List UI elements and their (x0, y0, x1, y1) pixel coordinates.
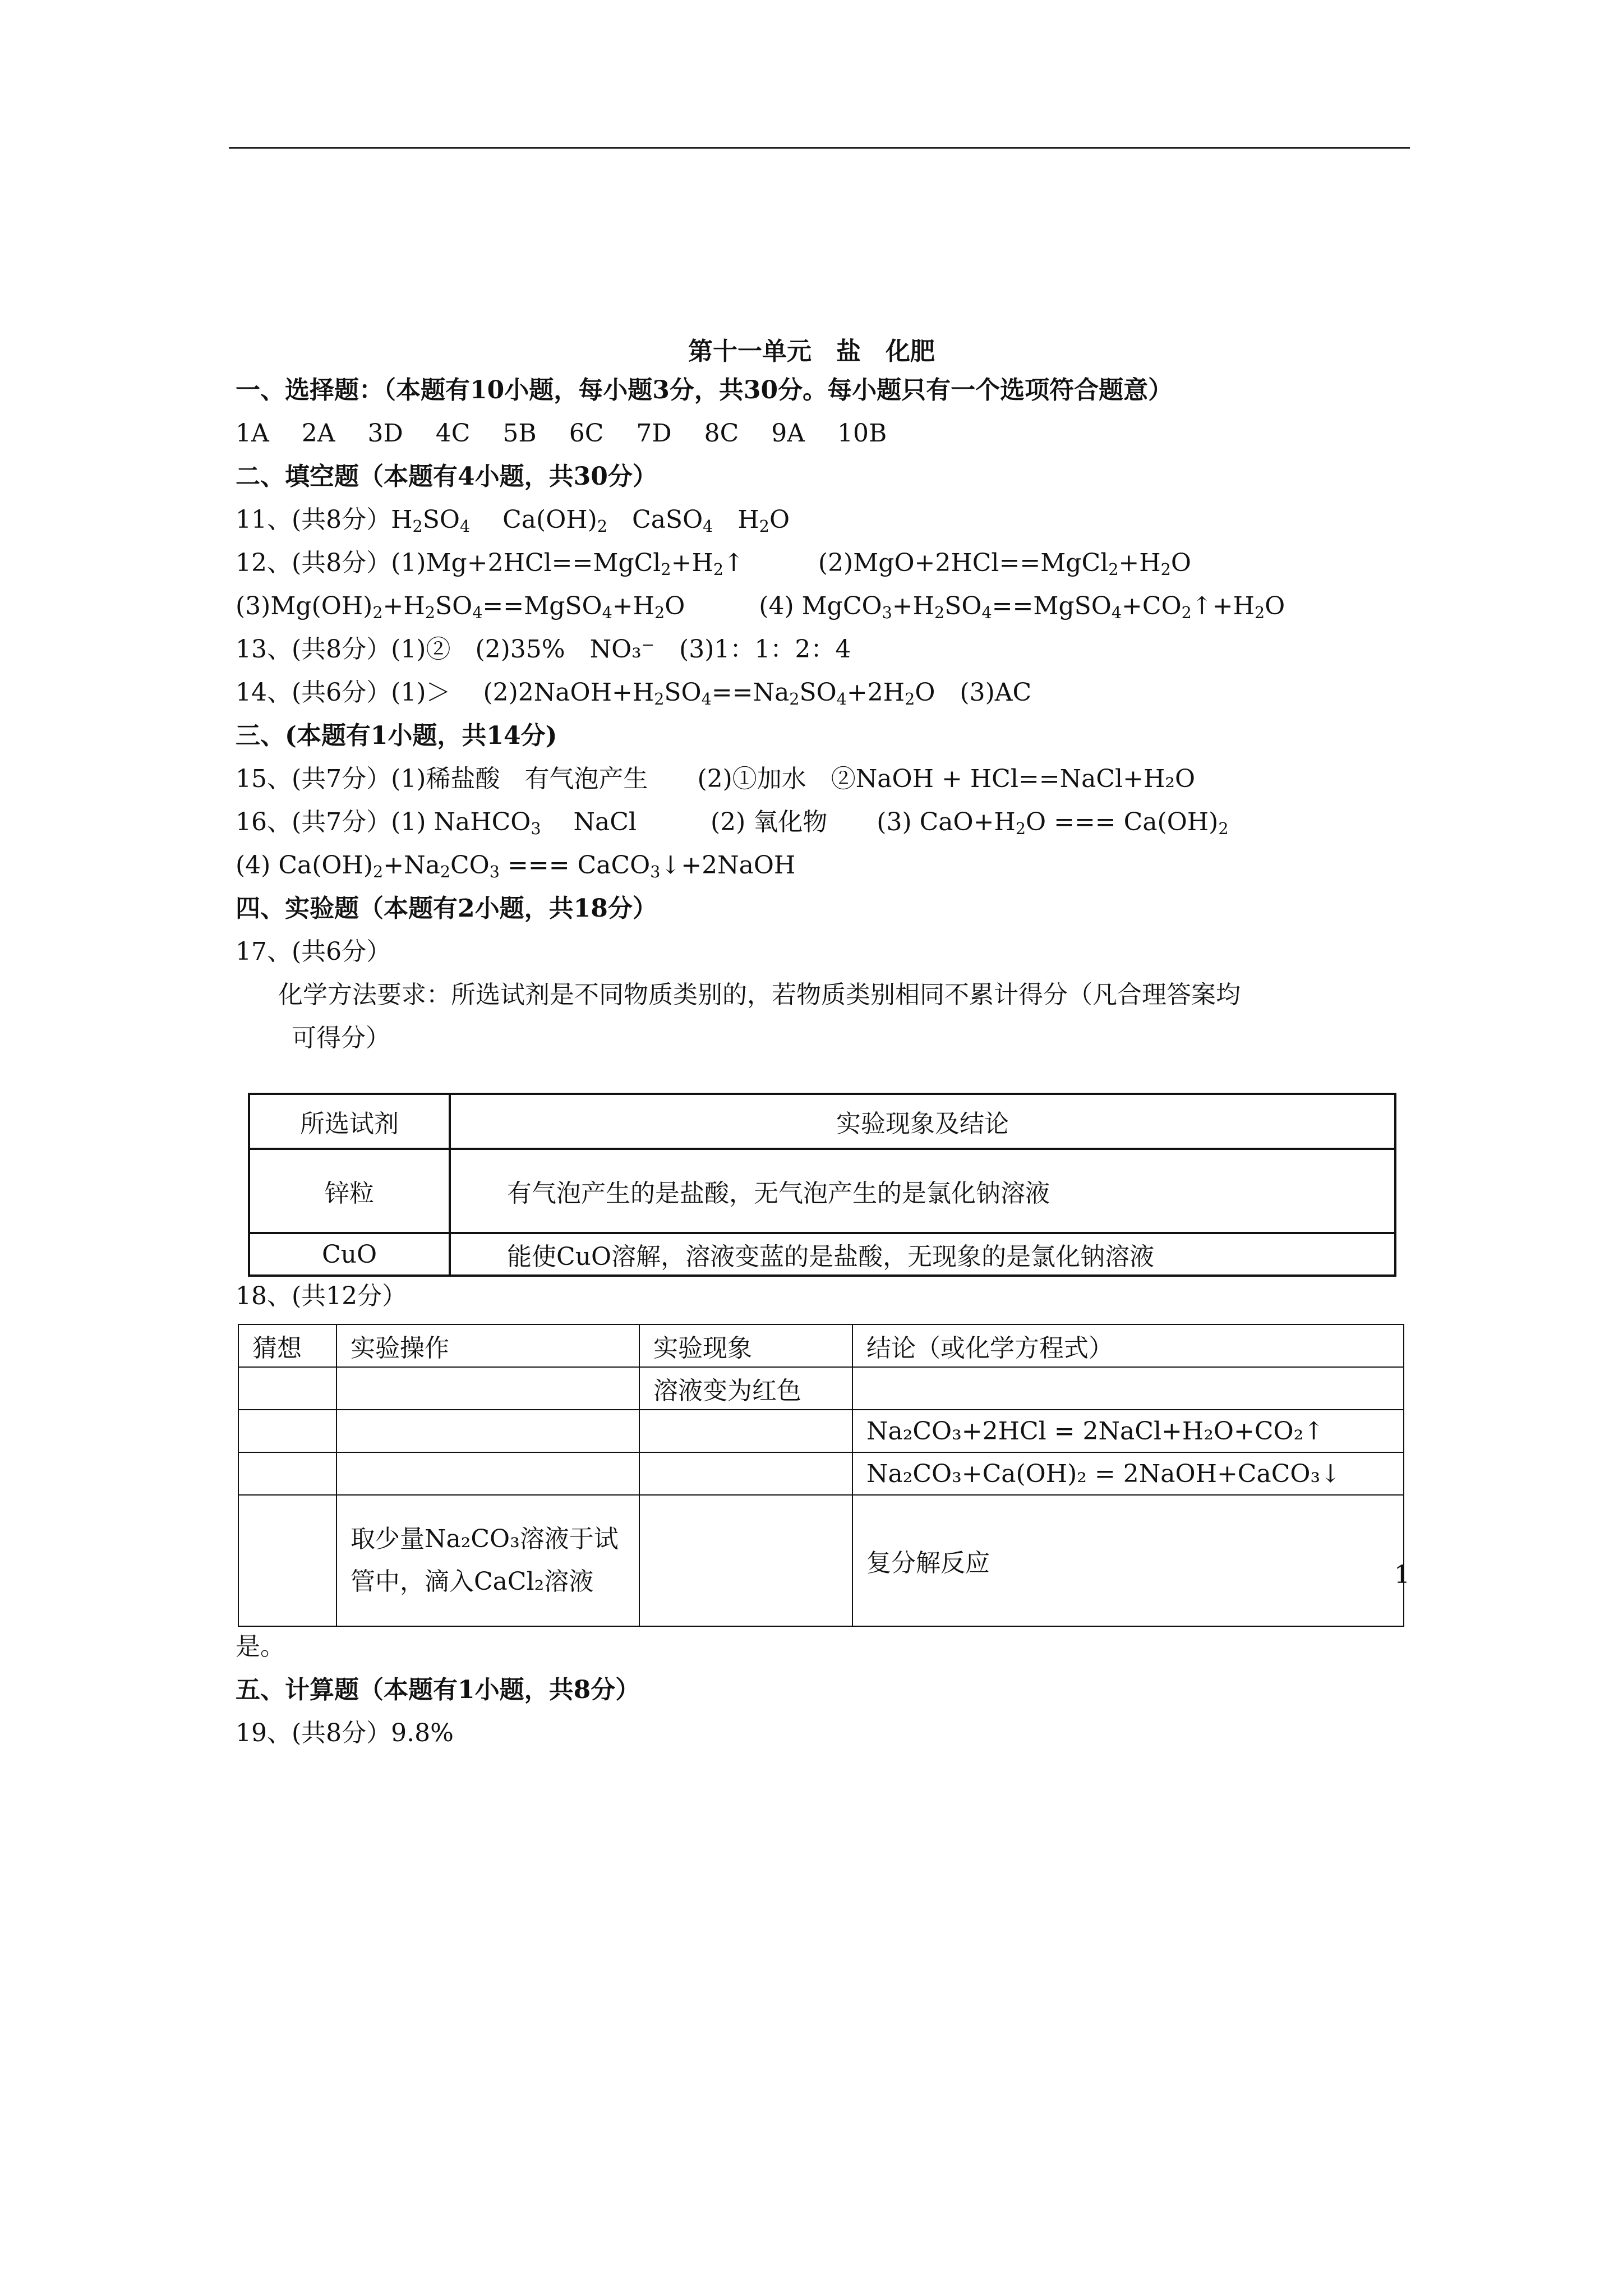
table-cell: 有气泡产生的是盐酸，无气泡产生的是氯化钠溶液 (450, 1149, 1395, 1233)
table-cell: CuO (249, 1233, 450, 1276)
q16-line2: (4) $Ca(OH)_2+Na_2CO_3$ === CaCO$_3$↓+2NaOH (236, 851, 796, 882)
table-header-cell: 实验现象 (639, 1324, 852, 1367)
table-row (238, 1367, 1404, 1410)
table-row (238, 1410, 1404, 1452)
experiment-table (238, 1324, 1404, 1627)
q11: 11、(共8分）$H_2SO_4$ $Ca(OH)_2$ CaSO$_4$ $H_2O$ (236, 505, 790, 536)
table-header-cell: 猜想 (238, 1324, 336, 1367)
table-row (249, 1149, 1395, 1233)
table-cell: 取少量Na₂CO₃溶液于试管中，滴入CaCl₂溶液 (336, 1495, 639, 1626)
table-cell: 锌粒 (249, 1149, 450, 1233)
table-row (249, 1233, 1395, 1276)
page-title: 第十一单元 盐 化肥 (688, 337, 935, 366)
table-row (238, 1495, 1404, 1626)
table-cell: 溶液变为红色 (639, 1367, 852, 1410)
table-header-cell: 所选试剂 (249, 1094, 450, 1149)
page-number: 1 (1394, 1561, 1410, 1589)
q17-note-line1: 化学方法要求：所选试剂是不同物质类别的，若物质类别相同不累计得分（凡合理答案均 (278, 981, 1241, 1009)
table-row (238, 1452, 1404, 1495)
reagent-table (248, 1093, 1396, 1277)
q15: 15、(共7分）(1)稀盐酸 有气泡产生 (2)①加水 ②NaOH + HCl==NaCl+H₂O (236, 765, 1196, 793)
q18: 18、(共12分） (236, 1282, 407, 1310)
after-table-text: 是。 (236, 1632, 285, 1661)
q17: 17、(共6分） (236, 937, 391, 966)
q12-line1: 12、(共8分）$(1)Mg+2HCl==MgCl_2+H_2↑$ $(2)MgO+2HCl==MgCl_2+H_2O$ (236, 549, 1191, 579)
table-cell: 能使CuO溶解，溶液变蓝的是盐酸，无现象的是氯化钠溶液 (450, 1233, 1395, 1276)
q13: 13、(共8分）(1)② (2)35% NO₃⁻ (3)1：1：2：4 (236, 635, 851, 664)
q16-line1: 16、(共7分）(1) NaHCO$_3$ NaCl (2) 氧化物 (3) $CaO+H_2O$ === $Ca(OH)_2$ (236, 808, 1229, 839)
section-4-heading: 四、实验题（本题有2小题，共18分） (236, 894, 657, 923)
table-header-row (238, 1324, 1404, 1367)
section-1-answers: 1A 2A 3D 4C 5B 6C 7D 8C 9A 10B (236, 419, 887, 448)
q12-line2: $(3)Mg(OH)_2+H_2SO_4==MgSO_4+H_2O$ (4) $MgCO_3+H_2SO_4==MgSO_4+CO_2↑+H_2O$ (236, 592, 1285, 623)
section-5-heading: 五、计算题（本题有1小题，共8分） (236, 1676, 640, 1704)
table-header-cell: 结论（或化学方程式） (852, 1324, 1404, 1367)
section-1-heading: 一、选择题：（本题有10小题，每小题3分，共30分。每小题只有一个选项符合题意） (236, 376, 1173, 404)
table-cell: 复分解反应 (852, 1495, 1404, 1626)
q14: 14、(共6分）(1)＞ $(2)2NaOH+H_2SO_4==Na_2SO_4+2H_2O$ (3)AC (236, 678, 1032, 709)
table-cell: Na₂CO₃+Ca(OH)₂ = 2NaOH+CaCO₃↓ (852, 1452, 1404, 1495)
header-rule (229, 147, 1410, 149)
q19: 19、(共8分）9.8% (236, 1719, 454, 1747)
table-header-cell: 实验操作 (336, 1324, 639, 1367)
section-3-heading: 三、(本题有1小题，共14分) (236, 721, 557, 750)
table-cell: Na₂CO₃+2HCl = 2NaCl+H₂O+CO₂↑ (852, 1410, 1404, 1452)
table-header-cell: 实验现象及结论 (450, 1094, 1395, 1149)
q17-note-line2: 可得分） (292, 1024, 390, 1052)
table-header-row (249, 1094, 1395, 1149)
section-2-heading: 二、填空题（本题有4小题，共30分） (236, 462, 657, 491)
